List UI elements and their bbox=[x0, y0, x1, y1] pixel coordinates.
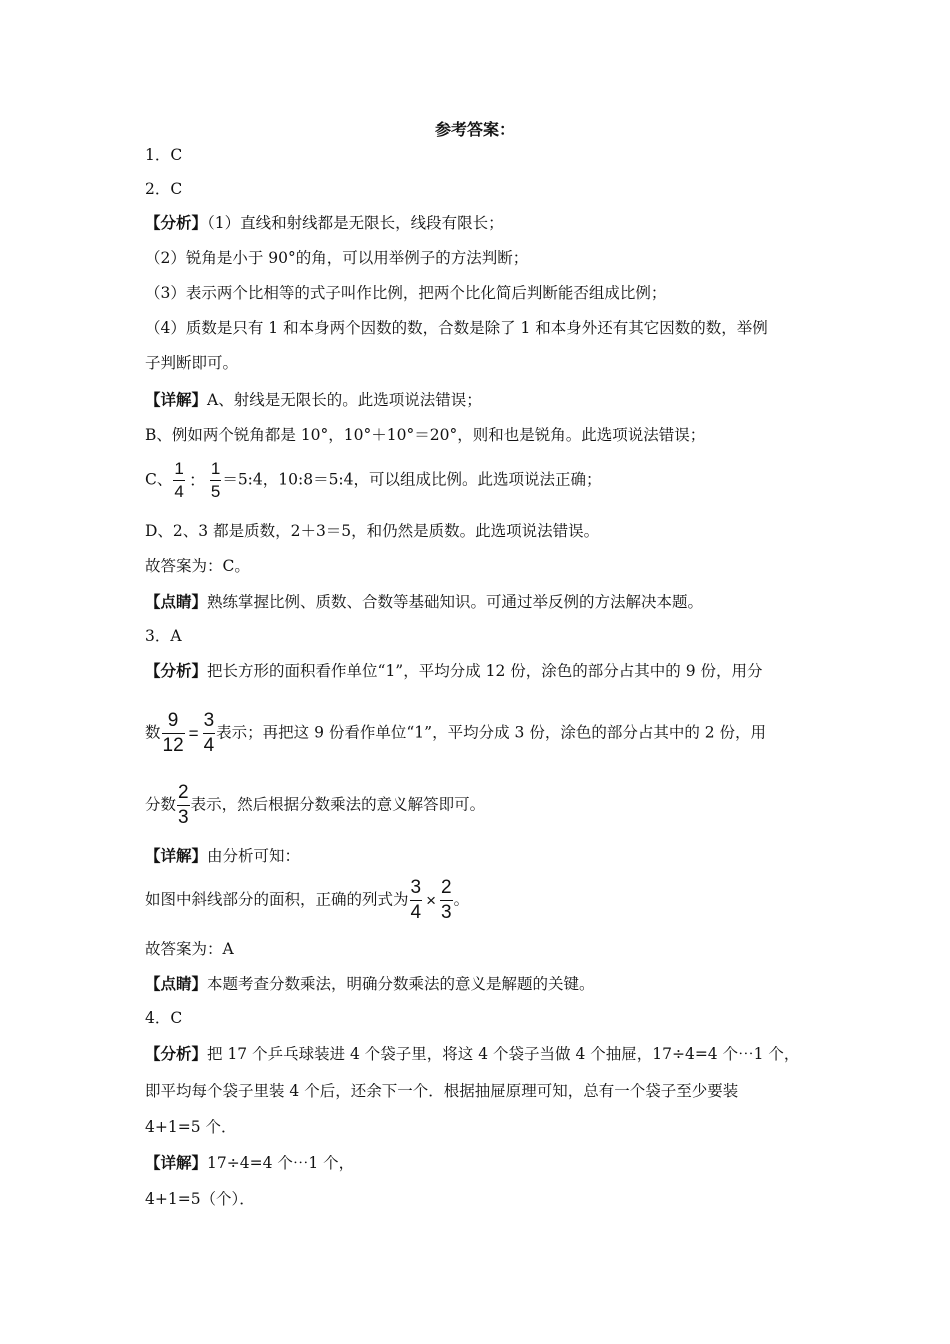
analysis-suffix: 表示；再把这 9 份看作单位“1”，平均分成 3 份，涂色的部分占其中的 2 份，用 bbox=[216, 723, 767, 742]
answer-q2: 2．C bbox=[145, 180, 183, 198]
analysis-suffix: 表示，然后根据分数乘法的意义解答即可。 bbox=[190, 795, 486, 814]
answer-q3: 3．A bbox=[145, 627, 182, 645]
times-sign: × bbox=[426, 890, 437, 910]
q2-final-answer: 故答案为：C。 bbox=[145, 557, 250, 575]
detail-tag: 【详解】 bbox=[145, 390, 208, 409]
q4-analysis-line-1 bbox=[145, 1043, 810, 1065]
answer-q1: 1．C bbox=[145, 146, 183, 164]
q4-analysis-line-2: 即平均每个袋子里装 4 个后，还余下一个．根据抽屉原理可知，总有一个袋子至少要装 bbox=[145, 1082, 739, 1100]
q2-analysis-line-4: （4）质数是只有 1 和本身两个因数的数，合数是除了 1 和本身外还有其它因数的数，举例 bbox=[145, 319, 768, 337]
q2-analysis-line-3: （3）表示两个比相等的式子叫作比例，把两个比化简后判断能否组成比例； bbox=[145, 284, 667, 302]
q2-detail-line-d: D、2、3 都是质数，2＋3＝5，和仍然是质数。此选项说法错误。 bbox=[145, 522, 600, 540]
q4-detail-line-2: 4+1=5（个）． bbox=[145, 1190, 255, 1208]
detail-c-suffix: ＝5:4，10:8＝5:4，可以组成比例。此选项说法正确； bbox=[222, 470, 602, 489]
detail-tag: 【详解】 bbox=[145, 846, 208, 865]
q2-detail-line-c bbox=[145, 458, 810, 503]
analysis-prefix: 分数 bbox=[145, 795, 177, 814]
tip-tag: 【点睛】 bbox=[145, 592, 208, 611]
analysis-tag: 【分析】 bbox=[145, 213, 208, 232]
q2-tip-line bbox=[145, 591, 810, 613]
analysis-text: 把长方形的面积看作单位“1”，平均分成 12 份，涂色的部分占其中的 9 份，用分 bbox=[207, 662, 763, 680]
analysis-text: 把 17 个乒乓球装进 4 个袋子里，将这 4 个袋子当做 4 个抽屉，17÷4=4 个⋯1 个， bbox=[207, 1045, 800, 1063]
q2-analysis-line-2: （2）锐角是小于 90°的角，可以用举例子的方法判断； bbox=[145, 249, 529, 267]
fraction-1-5: $\frac{1}{5}$ bbox=[210, 459, 221, 501]
tip-tag: 【点睛】 bbox=[145, 974, 208, 993]
fraction-2-3: $\frac{2}{3}$ bbox=[178, 782, 189, 828]
detail-tag: 【详解】 bbox=[145, 1153, 208, 1172]
detail-suffix: 。 bbox=[453, 890, 470, 909]
q2-analysis-line-1 bbox=[145, 212, 810, 234]
analysis-tag: 【分析】 bbox=[145, 1044, 208, 1063]
fraction-3-4: $\frac{3}{4}$ bbox=[203, 710, 215, 756]
page-title: 参考答案： bbox=[434, 120, 515, 139]
q2-detail-line-a bbox=[145, 389, 810, 411]
detail-c-prefix: C、 bbox=[145, 470, 173, 489]
q3-analysis-line-3 bbox=[145, 781, 810, 830]
answer-q4: 4．C bbox=[145, 1009, 183, 1027]
equals-sign: = bbox=[188, 723, 199, 743]
fraction-2-3: $\frac{2}{3}$ bbox=[441, 877, 452, 923]
detail-text: 由分析可知： bbox=[207, 847, 301, 865]
tip-text: 本题考查分数乘法，明确分数乘法的意义是解题的关键。 bbox=[207, 975, 595, 993]
q3-final-answer: 故答案为：A bbox=[145, 940, 234, 958]
ratio-colon: ： bbox=[188, 470, 206, 490]
q4-analysis-line-3: 4+1=5 个． bbox=[145, 1118, 237, 1136]
q3-analysis-line-2 bbox=[145, 709, 810, 758]
q4-detail-line-1 bbox=[145, 1152, 810, 1174]
q3-tip-line bbox=[145, 973, 810, 995]
q2-detail-line-b: B、例如两个锐角都是 10°，10°＋10°＝20°，则和也是锐角。此选项说法错误； bbox=[145, 426, 706, 444]
q3-detail-line-1 bbox=[145, 845, 810, 867]
analysis-tag: 【分析】 bbox=[145, 661, 208, 680]
q3-analysis-line-1 bbox=[145, 660, 810, 682]
fraction-3-4: $\frac{3}{4}$ bbox=[410, 877, 422, 923]
q3-detail-line-2 bbox=[145, 876, 810, 925]
detail-prefix: 如图中斜线部分的面积，正确的列式为 bbox=[145, 890, 409, 909]
tip-text: 熟练掌握比例、质数、合数等基础知识。可通过举反例的方法解决本题。 bbox=[207, 593, 704, 611]
fraction-9-12: $\frac{9}{12}$ bbox=[162, 710, 184, 756]
analysis-text: （1）直线和射线都是无限长，线段有限长； bbox=[207, 214, 504, 232]
fraction-1-4: $\frac{1}{4}$ bbox=[174, 459, 184, 501]
q2-analysis-line-5: 子判断即可。 bbox=[145, 354, 239, 372]
detail-text: A、射线是无限长的。此选项说法错误； bbox=[207, 391, 482, 409]
analysis-prefix: 数 bbox=[145, 723, 161, 742]
detail-text: 17÷4=4 个⋯1 个， bbox=[207, 1154, 355, 1172]
